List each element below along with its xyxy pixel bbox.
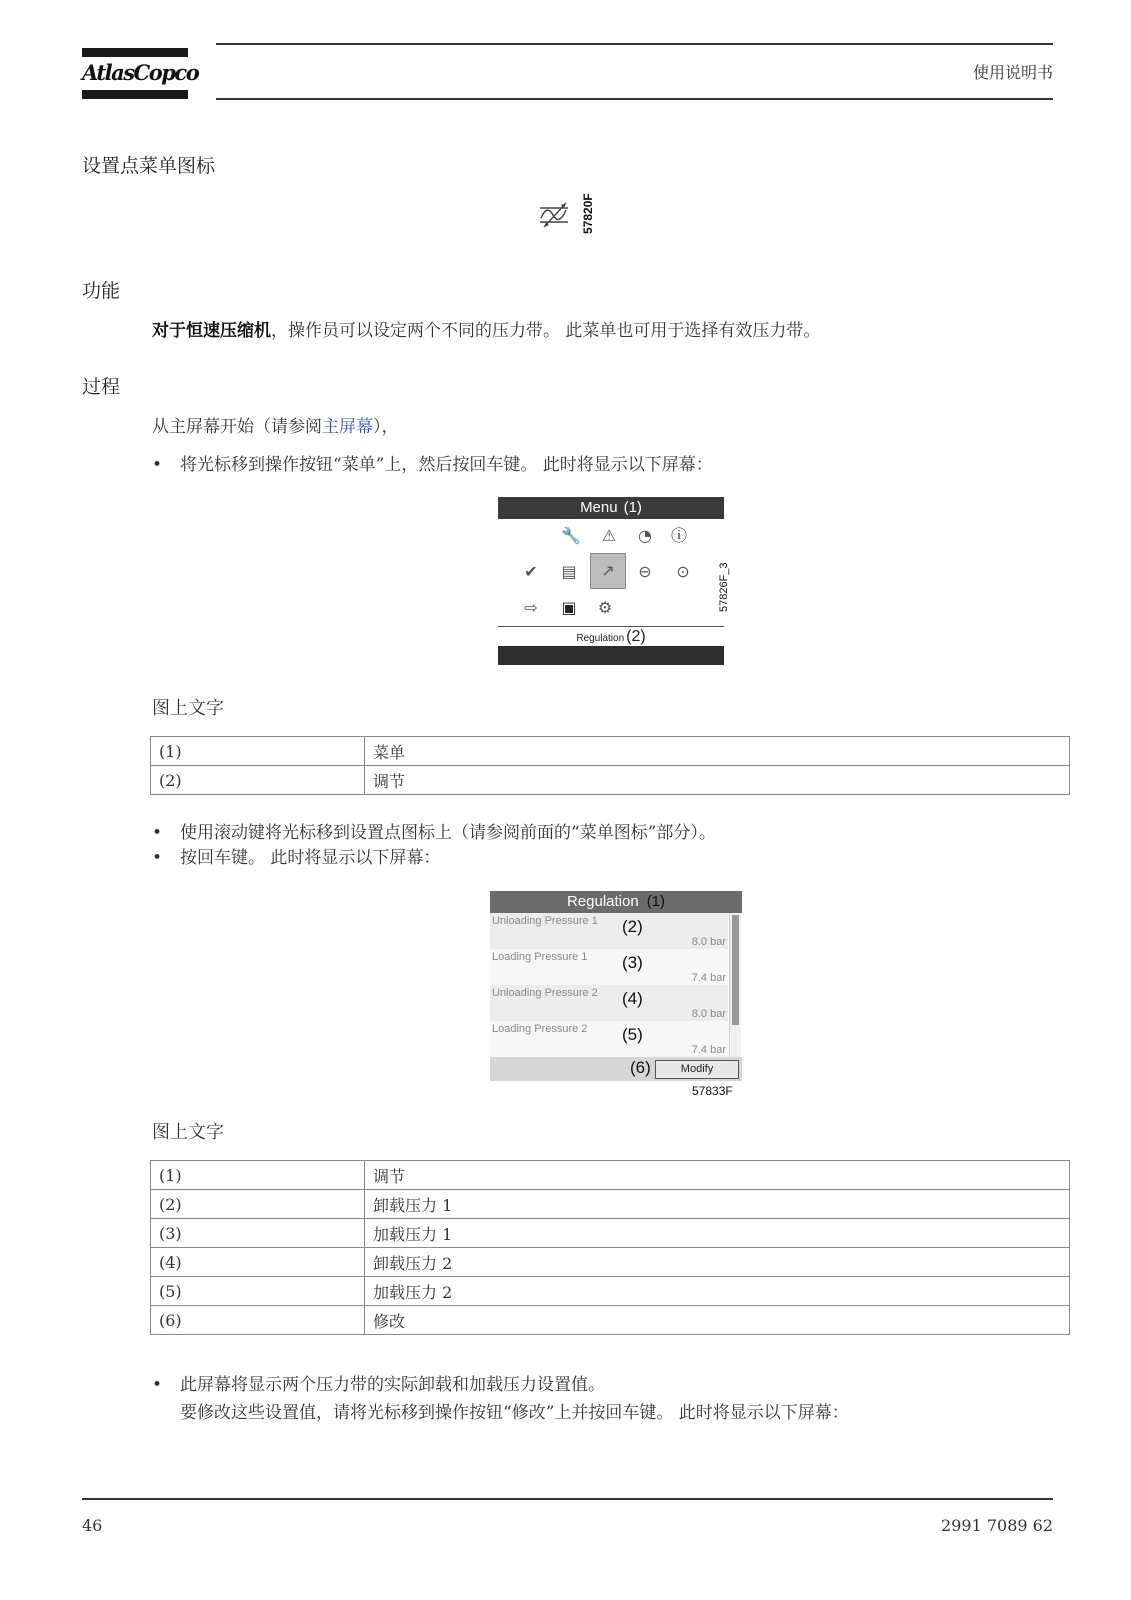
list-item bbox=[490, 1021, 728, 1057]
table-row bbox=[151, 1277, 1070, 1306]
bullet-text: 此屏幕将显示两个压力带的实际卸载和加载压力设置值。 bbox=[180, 1375, 605, 1395]
wrench-icon: 🔧 bbox=[561, 526, 581, 545]
legend-caption: 图上文字 bbox=[152, 698, 224, 719]
reg-title-text: Regulation bbox=[566, 893, 639, 910]
bullet-continuation: 要修改这些设置值，请将光标移到操作按钮“修改”上并按回车键。 此时将显示以下屏幕： bbox=[180, 1403, 849, 1423]
bullet-item bbox=[152, 450, 713, 475]
legend-num: (1) bbox=[151, 1161, 365, 1190]
legend-text: 调节 bbox=[365, 1161, 1070, 1190]
reg-row-label: Unloading Pressure 1 bbox=[492, 915, 598, 927]
menu-image-code: 57826F_3 bbox=[718, 562, 730, 612]
menu-footer bbox=[498, 628, 724, 644]
list-item bbox=[490, 949, 728, 985]
page-number: 46 bbox=[82, 1516, 103, 1535]
footer-rule bbox=[82, 1498, 1053, 1500]
table-row bbox=[151, 1248, 1070, 1277]
menu-screen-image bbox=[498, 497, 724, 667]
legend-text: 加载压力 2 bbox=[365, 1277, 1070, 1306]
timer-icon: ⊖ bbox=[638, 562, 652, 581]
table-row bbox=[151, 737, 1070, 766]
reg-scrollbar bbox=[729, 913, 741, 1057]
bullet-dot: • bbox=[152, 823, 163, 843]
bullet-item bbox=[152, 1370, 605, 1395]
reg-row-num: (2) bbox=[622, 917, 643, 936]
legend-num: (6) bbox=[151, 1306, 365, 1335]
reg-row-label: Loading Pressure 1 bbox=[492, 951, 588, 963]
reg-title-num: (1) bbox=[646, 893, 666, 910]
function-text-bold: 对于恒速压缩机 bbox=[152, 321, 271, 341]
reg-row-label: Unloading Pressure 2 bbox=[492, 987, 598, 999]
clock-icon: ◔ bbox=[638, 526, 652, 545]
section-title-function: 功能 bbox=[82, 280, 121, 302]
legend-table-regulation bbox=[150, 1160, 1070, 1335]
table-row bbox=[151, 1161, 1070, 1190]
legend-num: (3) bbox=[151, 1219, 365, 1248]
legend-text: 卸载压力 2 bbox=[365, 1248, 1070, 1277]
menu-separator bbox=[498, 626, 724, 627]
reg-row-value: 7.4 bar bbox=[691, 972, 726, 984]
legend-text: 修改 bbox=[365, 1306, 1070, 1335]
header-title: 使用说明书 bbox=[972, 63, 1053, 82]
bullet-dot: • bbox=[152, 1375, 163, 1395]
reg-row-num: (4) bbox=[622, 989, 643, 1008]
legend-num: (4) bbox=[151, 1248, 365, 1277]
setpoint-icon bbox=[538, 200, 570, 230]
bullet-text: 按回车键。 此时将显示以下屏幕： bbox=[180, 848, 441, 868]
menu-title-text: Menu bbox=[580, 499, 618, 516]
header-rule-top bbox=[216, 43, 1053, 45]
settings-icon: ⚙ bbox=[597, 598, 613, 617]
table-row bbox=[151, 1306, 1070, 1335]
bullet-text: 将光标移到操作按钮“菜单”上，然后按回车键。 此时将显示以下屏幕： bbox=[180, 455, 713, 475]
main-screen-link[interactable]: 主屏幕 bbox=[322, 417, 373, 437]
bullet-text: 使用滚动键将光标移到设置点图标上（请参阅前面的“菜单图标”部分）。 bbox=[180, 823, 716, 843]
menu-footer-num: (2) bbox=[626, 628, 646, 645]
regulation-screen-image bbox=[490, 891, 742, 1085]
bullet-item bbox=[152, 818, 716, 843]
intro-before: 从主屏幕开始（请参阅 bbox=[152, 417, 322, 437]
modify-button: Modify bbox=[655, 1060, 739, 1079]
legend-text: 加载压力 1 bbox=[365, 1219, 1070, 1248]
procedure-intro bbox=[152, 412, 399, 437]
table-row bbox=[151, 766, 1070, 795]
legend-text: 卸载压力 1 bbox=[365, 1190, 1070, 1219]
legend-caption: 图上文字 bbox=[152, 1122, 224, 1143]
info-icon: ⓘ bbox=[670, 526, 687, 545]
atlas-copco-logo: AtlasCopco bbox=[82, 60, 199, 85]
list-item bbox=[490, 913, 728, 949]
legend-num: (2) bbox=[151, 766, 365, 795]
logo-bar-bottom bbox=[82, 90, 188, 99]
reg-bottom-bar bbox=[490, 1057, 742, 1081]
reg-image-code: 57833F bbox=[692, 1084, 733, 1098]
document-number: 2991 7089 62 bbox=[941, 1516, 1053, 1535]
menu-title-num: (1) bbox=[623, 499, 642, 516]
legend-num: (5) bbox=[151, 1277, 365, 1306]
setpoint-icon-code: 57820F bbox=[581, 193, 595, 234]
regulation-screen-title bbox=[490, 891, 742, 913]
save-icon: ▣ bbox=[561, 598, 577, 617]
logo-bar-top bbox=[82, 48, 188, 57]
table-row bbox=[151, 1219, 1070, 1248]
legend-text: 菜单 bbox=[365, 737, 1070, 766]
reg-scrollbar-thumb bbox=[732, 915, 739, 1025]
function-text bbox=[152, 316, 820, 341]
reg-row-num: (5) bbox=[622, 1025, 643, 1044]
service-icon: ✔ bbox=[524, 562, 538, 581]
legend-num: (1) bbox=[151, 737, 365, 766]
section-title-setpoint: 设置点菜单图标 bbox=[82, 155, 216, 177]
reg-row-value: 8.0 bar bbox=[691, 936, 726, 948]
bullet-dot: • bbox=[152, 455, 163, 475]
data-icon: ▤ bbox=[561, 562, 577, 581]
section-title-procedure: 过程 bbox=[82, 376, 121, 398]
menu-footer-label: Regulation bbox=[576, 633, 625, 644]
legend-table-menu bbox=[150, 736, 1070, 795]
bullet-item bbox=[152, 843, 440, 868]
history-icon: ⊙ bbox=[676, 562, 690, 581]
function-text-rest: ，操作员可以设定两个不同的压力带。 此菜单也可用于选择有效压力带。 bbox=[271, 321, 821, 341]
reg-row-num: (3) bbox=[622, 953, 643, 972]
menu-screen-title bbox=[498, 497, 724, 519]
header-rule-bottom bbox=[216, 98, 1053, 100]
setpoint-menu-icon: ↗ bbox=[590, 553, 626, 589]
list-item bbox=[490, 985, 728, 1021]
export-icon: ⇨ bbox=[524, 598, 538, 617]
table-row bbox=[151, 1190, 1070, 1219]
menu-bottom-bar bbox=[498, 646, 724, 665]
legend-num: (2) bbox=[151, 1190, 365, 1219]
intro-after: ）， bbox=[373, 417, 399, 437]
legend-text: 调节 bbox=[365, 766, 1070, 795]
reg-row-label: Loading Pressure 2 bbox=[492, 1023, 588, 1035]
reg-row-value: 8.0 bar bbox=[691, 1008, 726, 1020]
reg-bottom-num: (6) bbox=[630, 1058, 651, 1077]
bullet-dot: • bbox=[152, 848, 163, 868]
warning-icon: ⚠ bbox=[601, 526, 617, 545]
reg-row-value: 7.4 bar bbox=[691, 1044, 726, 1056]
